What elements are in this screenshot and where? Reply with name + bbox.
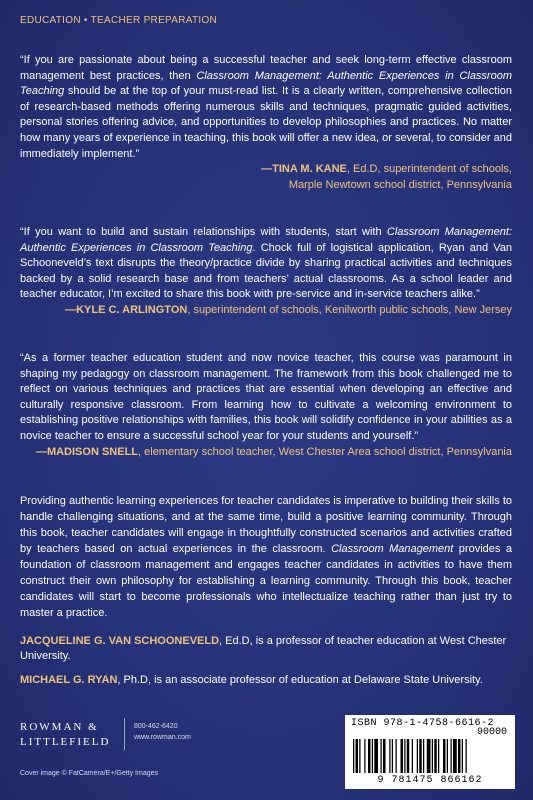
quote-text: “As a former teacher education student and now novice teacher, this course was paramount in shaping my pedagogy on classroom management. The framework from this book challenged me to reflect on various techniques and practices that are essential when developing an effective and culturally responsive classroom. From learning how to cultivate a welcoming environment to establishing positive relationships with families, this book will solidify confidence in your abilities as a novice teacher to ensure a successful school year for your students and yourself.” bbox=[20, 352, 512, 442]
endorsement-quote-3 bbox=[20, 351, 512, 460]
barcode-bar bbox=[383, 739, 386, 773]
endorser-name: —KYLE C. ARLINGTON bbox=[65, 303, 188, 316]
barcode-bar bbox=[359, 739, 360, 773]
endorser-title: , Ed.D, superintendent of schools, bbox=[346, 163, 512, 176]
quote-attribution bbox=[20, 162, 512, 178]
barcode-bar bbox=[423, 739, 424, 773]
barcode-bar bbox=[368, 739, 371, 773]
barcode-bar bbox=[427, 739, 431, 773]
isbn-barcode bbox=[345, 715, 515, 789]
barcode-bar bbox=[353, 739, 354, 773]
author-name: MICHAEL G. RYAN bbox=[20, 674, 118, 686]
barcode-bar bbox=[466, 739, 467, 773]
barcode-bar bbox=[417, 739, 418, 773]
publisher-logo bbox=[20, 720, 110, 750]
barcode-bar bbox=[412, 739, 413, 773]
barcode-bar bbox=[396, 739, 397, 773]
price-code: 90000 bbox=[476, 727, 507, 738]
barcode-bar bbox=[443, 739, 446, 773]
barcode-bar bbox=[372, 739, 373, 773]
author-bio-1 bbox=[20, 634, 512, 664]
author-bio-text: , Ph.D, is an associate professor of education at Delaware State University. bbox=[117, 674, 483, 686]
quote-text: “If you want to build and sustain relationships with students, start with bbox=[20, 226, 387, 238]
quote-attribution bbox=[20, 445, 512, 461]
publisher-name-line-1: ROWMAN & bbox=[20, 721, 99, 733]
barcode-bar bbox=[447, 739, 448, 773]
barcode-bar bbox=[364, 739, 365, 773]
barcode-bar bbox=[432, 739, 433, 773]
quote-text: “If you are passionate about being a successful teacher and seek long-term effective classroom management best practices, then bbox=[20, 54, 512, 82]
book-title-ref: Classroom Management bbox=[331, 543, 454, 555]
barcode-bar bbox=[389, 739, 390, 773]
barcode-bar bbox=[451, 739, 452, 773]
publisher-divider bbox=[124, 718, 125, 750]
barcode-bar bbox=[438, 739, 439, 773]
endorsement-quote-1 bbox=[20, 53, 512, 193]
quote-attribution bbox=[20, 303, 512, 319]
publisher-phone: 800-462-6420 bbox=[134, 723, 178, 730]
barcode-bar bbox=[407, 739, 410, 773]
barcode-bar bbox=[453, 739, 457, 773]
publisher-website: www.rowman.com bbox=[134, 734, 191, 741]
endorser-affiliation: Marple Newtown school district, Pennsylvania bbox=[288, 178, 512, 191]
barcode-bar bbox=[434, 739, 437, 773]
endorser-name: —TINA M. KANE bbox=[261, 163, 347, 176]
barcode-bar bbox=[374, 739, 378, 773]
author-bio-2 bbox=[20, 673, 512, 688]
barcode-bar bbox=[404, 739, 405, 773]
endorsement-quote-2 bbox=[20, 225, 512, 319]
author-name: JACQUELINE G. VAN SCHOONEVELD bbox=[20, 635, 220, 647]
author-bio-text: , Ed.D, is a professor of teacher education at West Chester University. bbox=[20, 635, 507, 662]
book-description bbox=[20, 493, 512, 621]
endorser-title: , superintendent of schools, Kenilworth public schools, New Jersey bbox=[187, 303, 512, 316]
isbn-text: ISBN 978-1-4758-6616-2 bbox=[351, 718, 495, 729]
category-label: EDUCATION • TEACHER PREPARATION bbox=[20, 15, 218, 26]
book-title-ref: Classroom Management: Authentic Experiences in Classroom Teaching bbox=[20, 69, 512, 98]
endorser-name: —MADISON SNELL bbox=[35, 445, 139, 458]
barcode-bar bbox=[462, 739, 463, 773]
publisher-name-line-2: LITTLEFIELD bbox=[20, 736, 111, 748]
barcode-bar bbox=[356, 739, 359, 773]
barcode-number: 9 781475 866162 bbox=[377, 775, 483, 786]
cover-image-credit: Cover image © FatCamera/E+/Getty Images bbox=[20, 770, 159, 777]
barcode-bars bbox=[353, 739, 507, 775]
barcode-bar bbox=[381, 739, 382, 773]
quote-text: should be at the top of your must-read list. It is a clearly written, comprehensive collection of research-based methods offering numerous skills and techniques, pragmatic guided activities, personal stories offering advice, and opportunities to develop philosophies and practices. No matter how many years of experience in teaching, this book will offer a new idea, or several, to consider and immediately implement.” bbox=[20, 85, 512, 160]
barcode-bar bbox=[419, 739, 422, 773]
description-text: provides a foundation of classroom management and engages teacher candidates in activities to have them construct their own philosophy for establishing a learning community. Through this book, teacher candidates will start to become professionals who intellectualize teaching rather than just try to master a practice. bbox=[20, 543, 512, 619]
book-title-ref: Classroom Management: Authentic Experiences in Classroom Teaching bbox=[20, 226, 513, 254]
barcode-bar bbox=[458, 739, 461, 773]
description-text: Providing authentic learning experiences for teacher candidates is imperative to building their skills to handle challenging situations, and at the same time, build a positive learning community. Through this book, teacher candidates will engage in thoughtfully constructed scenarios and activities crafted by teachers based on actual experiences in the classroom. bbox=[20, 495, 512, 555]
publisher-contact bbox=[134, 721, 191, 743]
quote-text: . Chock full of logistical application, Ryan and Van Schooneveld’s text disrupts the theory/practice divide by sharing practical activities and techniques backed by a solid research base and from teachers’ actual classrooms. As a school leader and teacher educator, I’m excited to share this book with pre-service and in-service teachers alike.” bbox=[20, 241, 512, 301]
barcode-bar bbox=[392, 739, 393, 773]
endorser-title: , elementary school teacher, West Chester Area school district, Pennsylvania bbox=[138, 445, 512, 458]
barcode-bar bbox=[401, 739, 404, 773]
